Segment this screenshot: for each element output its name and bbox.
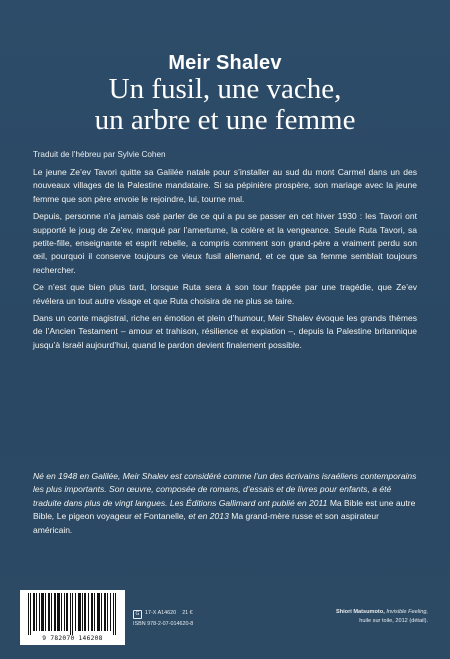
bio-book-title: Ma grand-mère russe et son aspirateur américain bbox=[33, 511, 379, 535]
isbn: ISBN 978-2-07-014620-8 bbox=[133, 621, 194, 627]
artwork-details: huile sur toile, 2012 (détail). bbox=[359, 618, 428, 625]
summary-paragraph-3: Ce n’est que bien plus tard, lorsque Ruta sera à son tour frappée par une tragédie, que Ze’ev révélera un tout autre visage et que Ruta choisira de ne plus se taire. bbox=[33, 282, 417, 306]
bio-text-3: et bbox=[131, 511, 144, 522]
summary-paragraph-2: Depuis, personne n’a jamais osé parler de ce qui a pu se passer en cet hiver 1930 : les Tavori ont supporté le joug de Ze’ev, marqué par l’amertume, la colère et la vengeance. Seule Ruta Tavori, sa petite-fille, enseignante et esprit rebelle, a compris comment son grand-père a vraiment perdu son œil, pourquoi il conserve toujours ce vieux fusil allemand, et ce que sa femme semblait toujours rechercher. bbox=[33, 211, 417, 275]
bio-text-4: , et en 2013 bbox=[183, 511, 232, 522]
bio-text-1: Né en 1948 en Galilée, Meir Shalev est considéré comme l’un des écrivains israéliens contemporains les plus importants. Son œuvre, composée de romans, d’essais et de livres pour enfants, a été traduite dans plus de vingt langues. Les Éditions Gallimard ont publié en 2011 bbox=[33, 471, 417, 508]
summary-paragraph-1: Le jeune Ze’ev Tavori quitte sa Galilée natale pour s’installer au sud du mont Carmel dans un des nouveaux villages de la Palestine mandataire. Si sa pépinière prospère, son mariage avec la jeune femme que son père envoie le rejoindre, lui, tourne mal. bbox=[33, 167, 417, 204]
book-title bbox=[0, 74, 450, 136]
product-code: 17-X A14620 bbox=[145, 610, 177, 616]
barcode bbox=[20, 590, 125, 645]
bio-book-title: Ma Bible est une autre Bible bbox=[33, 497, 416, 522]
bio-text-5: . bbox=[70, 524, 73, 535]
translator-credit: Traduit de l’hébreu par Sylvie Cohen bbox=[33, 150, 166, 159]
artwork-title: Invisible Feeling, bbox=[386, 609, 428, 615]
summary-paragraph-4: Dans un conte magistral, riche en émotion et plein d’humour, Meir Shalev évoque les grands thèmes de l’Ancien Testament – amour et trahison, résilience et expiation –, depuis la Palestine britannique jusqu’à Israël aujourd’hui, quand le pardon devient finalement possible. bbox=[33, 313, 417, 350]
bio-book-title: Le pigeon voyageur bbox=[56, 511, 132, 522]
bio-text-2: , bbox=[52, 511, 57, 522]
barcode-number: 9 782070 146208 bbox=[42, 635, 103, 642]
cover-art-credit bbox=[288, 608, 428, 626]
title-line-1: Un fusil, une vache, bbox=[108, 73, 342, 105]
title-line-2: un arbre et une femme bbox=[94, 104, 356, 136]
author-bio bbox=[33, 470, 419, 537]
artist-name: Shiori Matsumoto, bbox=[335, 609, 385, 615]
bio-book-title: Fontanelle bbox=[143, 511, 184, 522]
author-name: Meir Shalev bbox=[168, 52, 282, 74]
summary-text bbox=[33, 166, 417, 356]
barcode-bars bbox=[20, 590, 125, 636]
price: 21 € bbox=[182, 610, 193, 616]
publisher-logo-icon: G bbox=[133, 610, 142, 619]
publisher-info bbox=[133, 608, 193, 629]
